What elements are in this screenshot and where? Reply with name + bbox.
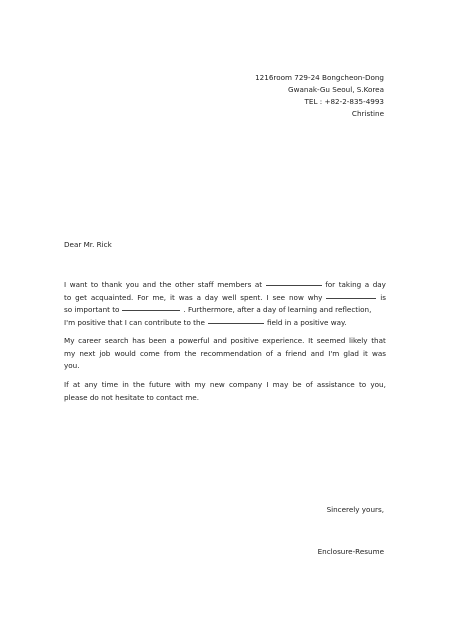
word: and	[142, 280, 157, 289]
word: to	[90, 280, 99, 289]
text-segment: please do not hesitate to contact me.	[64, 392, 199, 402]
word: been	[148, 336, 167, 345]
word: members	[217, 280, 252, 289]
enclosure-note: Enclosure-Resume	[317, 547, 384, 556]
word: come	[139, 348, 160, 358]
text-segment: is	[380, 292, 386, 302]
word: the	[133, 380, 145, 389]
field-name-blank[interactable]	[326, 292, 376, 299]
field-name-blank[interactable]	[208, 317, 264, 324]
word: positive	[230, 336, 259, 345]
word: seemed	[316, 336, 346, 345]
paragraph-line	[64, 379, 386, 392]
word: assistance	[316, 380, 355, 389]
text-segment: . Furthermore, after a day of learning and reflection,	[183, 305, 372, 314]
word: time	[101, 380, 119, 389]
text-segment: I'm positive that I can contribute to the	[64, 317, 205, 327]
word: new	[209, 380, 225, 389]
word: at	[254, 280, 263, 289]
company-name-blank[interactable]	[266, 279, 322, 286]
word: day	[204, 292, 219, 302]
word: you	[125, 280, 139, 289]
word: that	[371, 336, 386, 345]
word: be	[292, 380, 302, 389]
paragraph-line	[64, 292, 386, 305]
word: it	[363, 348, 368, 358]
word: experience.	[262, 336, 305, 345]
word: with	[174, 380, 191, 389]
word: want	[69, 280, 88, 289]
word: future	[149, 380, 171, 389]
company-name-blank[interactable]	[122, 304, 180, 311]
text-segment: field in a positive way.	[266, 317, 347, 327]
word: glad	[343, 348, 359, 358]
word: my	[194, 380, 206, 389]
word: of	[305, 380, 313, 389]
word: my	[64, 348, 76, 358]
word: any	[84, 380, 98, 389]
word: of	[265, 348, 273, 358]
word: spent.	[240, 292, 263, 302]
word: it	[169, 292, 175, 302]
word: get	[75, 292, 87, 302]
paragraph-line	[64, 317, 386, 330]
word: For	[137, 292, 149, 302]
address-line-city: Gwanak-Gu Seoul, S.Korea	[288, 85, 384, 94]
address-line-street: 1216room 729-24 Bongcheon-Dong	[255, 73, 384, 82]
word: job	[99, 348, 111, 358]
paragraph-career	[64, 335, 386, 373]
closing: Sincerely yours,	[326, 505, 384, 514]
word: thank	[101, 280, 123, 289]
word: has	[132, 336, 145, 345]
word: staff	[197, 280, 214, 289]
word: may	[272, 380, 289, 389]
paragraph-line	[64, 304, 386, 317]
word: for	[325, 280, 336, 289]
word: well	[222, 292, 237, 302]
paragraph-line	[64, 279, 386, 292]
sender-name: Christine	[351, 109, 384, 118]
word: a	[364, 280, 370, 289]
word: and	[310, 348, 325, 358]
word: I	[266, 380, 269, 389]
word: I	[64, 280, 67, 289]
word: me,	[152, 292, 167, 302]
text-segment: you.	[64, 361, 80, 370]
sender-address	[184, 72, 384, 120]
word: powerful	[178, 336, 210, 345]
salutation: Dear Mr. Rick	[64, 240, 112, 249]
word: see	[272, 292, 286, 302]
word: next	[79, 348, 96, 358]
paragraph-line	[64, 392, 386, 405]
word: from	[163, 348, 181, 358]
text-segment: so important to	[64, 305, 120, 314]
paragraph-line	[64, 360, 386, 373]
word: the	[184, 348, 197, 358]
word: It	[308, 336, 314, 345]
word: acquainted.	[90, 292, 134, 302]
word: at	[72, 380, 81, 389]
word: other	[175, 280, 195, 289]
word: taking	[338, 280, 362, 289]
address-line-phone: TEL : +82-2-835-4993	[304, 97, 384, 106]
word: you,	[370, 380, 386, 389]
word: to	[64, 292, 72, 302]
word: and	[213, 336, 227, 345]
paragraph-line	[64, 348, 386, 361]
word: a	[276, 348, 282, 358]
word: in	[122, 380, 129, 389]
word: a	[170, 336, 175, 345]
word: a	[196, 292, 202, 302]
word: was	[178, 292, 193, 302]
word: My	[64, 336, 75, 345]
word: recommendation	[200, 348, 262, 358]
word: was	[371, 348, 386, 358]
word: I'm	[328, 348, 340, 358]
word: to	[358, 380, 367, 389]
paragraph-thanks	[64, 279, 386, 329]
paragraph-line	[64, 335, 386, 348]
word: company	[228, 380, 263, 389]
word: now	[289, 292, 304, 302]
word: If	[64, 380, 69, 389]
paragraph-contact	[64, 379, 386, 404]
word: likely	[348, 336, 368, 345]
word: would	[114, 348, 136, 358]
word: the	[159, 280, 172, 289]
word: day	[372, 280, 386, 289]
word: I	[266, 292, 269, 302]
word: search	[104, 336, 129, 345]
word: friend	[285, 348, 307, 358]
word: why	[307, 292, 323, 302]
word: career	[78, 336, 102, 345]
